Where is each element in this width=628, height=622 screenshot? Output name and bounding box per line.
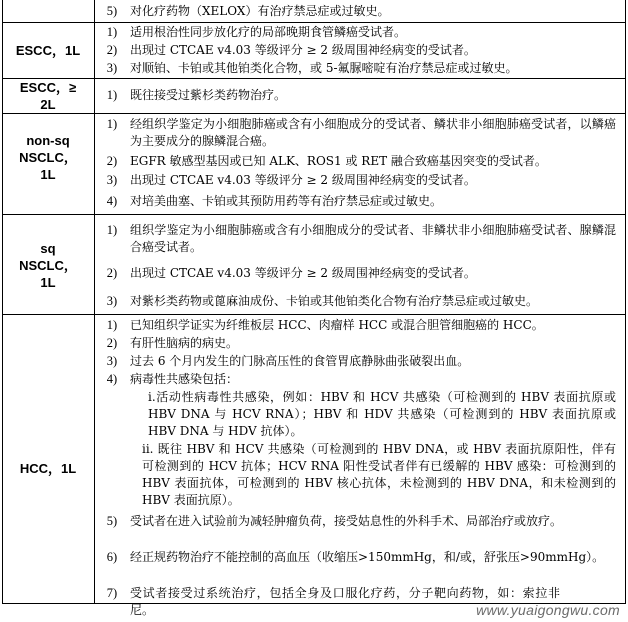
- category-label-line: non-sq: [26, 133, 70, 148]
- item-number: 1): [106, 117, 118, 131]
- item-number: 3): [106, 354, 118, 368]
- category-label-line: 1L: [40, 275, 56, 290]
- criterion-text: 受试者接受过系统治疗，包括全身及口服化疗药，分子靶向药物，如：索拉非尼。: [130, 586, 560, 617]
- category-nonsq-nsclc: [2, 132, 94, 183]
- category-label-line: ESCC，≥: [19, 80, 77, 95]
- item-number: 1): [106, 88, 118, 102]
- item-number: 2): [106, 154, 118, 168]
- criterion-text: 有肝性脑病的病史。: [130, 336, 239, 350]
- category-escc-1l: ESCC，1L: [15, 43, 81, 58]
- item-number: 6): [106, 550, 118, 564]
- item-number: 4): [106, 372, 118, 386]
- criterion-text: 组织学鉴定为小细胞肺癌或含有小细胞成分的受试者、非鳞状非小细胞肺癌受试者、腺鳞混合癌受试者。: [130, 223, 616, 254]
- item-number: 2): [106, 336, 118, 350]
- item-number: 3): [106, 294, 118, 308]
- criterion-text: 对培美曲塞、卡铂或其预防用药等有治疗禁忌症或过敏史。: [130, 194, 443, 208]
- criterion-text: 对顺铂、卡铂或其他铂类化合物，或 5-氟脲嘧啶有治疗禁忌症或过敏史。: [130, 61, 518, 75]
- item-number: 1): [106, 318, 118, 332]
- item-number: 5): [106, 4, 118, 18]
- sub-criterion-ii: ii. 既往 HBV 和 HCV 共感染（可检测到的 HBV DNA，或 HBV 表面抗原阳性，伴有可检测到的 HCV 抗体；HCV RNA 阳性受试者伴有已缓解的 HBV 感染：可检测到的 HBV 表面抗体，可检测到的 HBV 核心抗体，未检测到的 HBV DNA，和未检测到的 HBV 表面抗原）。: [142, 442, 616, 507]
- item-number: 2): [106, 43, 118, 57]
- criterion-text: 经正规药物治疗不能控制的高血压（收缩压>150mmHg，和/或，舒张压>90mmHg）。: [130, 550, 605, 564]
- item-number: 1): [106, 25, 118, 39]
- category-label-line: sq: [40, 241, 56, 256]
- category-label-line: 1L: [40, 167, 56, 182]
- category-sq-nsclc: [2, 240, 94, 291]
- row-divider: [2, 78, 626, 79]
- criterion-text: 适用根治性同步放化疗的局部晚期食管鳞癌受试者。: [130, 25, 407, 39]
- criterion-text: 既往接受过紫杉类药物治疗。: [130, 88, 287, 102]
- criterion-text: 经组织学鉴定为小细胞肺癌或含有小细胞成分的受试者、鳞状非小细胞肺癌受试者，以鳞癌为主要成分的腺鳞混合癌。: [130, 117, 616, 148]
- item-number: 2): [106, 266, 118, 280]
- item-number: 1): [106, 223, 118, 237]
- item-number: 3): [106, 173, 118, 187]
- criterion-text: 已知组织学证实为纤维板层 HCC、肉瘤样 HCC 或混合胆管细胞癌的 HCC。: [130, 318, 544, 332]
- item-number: 7): [106, 586, 118, 600]
- row-divider: [2, 22, 626, 23]
- criterion-text: 过去 6 个月内发生的门脉高压性的食管胃底静脉曲张破裂出血。: [130, 354, 470, 368]
- row-divider: [2, 113, 626, 114]
- criterion-text: 对化疗药物（XELOX）有治疗禁忌症或过敏史。: [130, 4, 390, 18]
- criterion-text: 出现过 CTCAE v4.03 等级评分 ≥ 2 级周围神经病变的受试者。: [130, 43, 476, 57]
- criterion-text: 病毒性共感染包括：: [130, 372, 239, 386]
- item-number: 3): [106, 61, 118, 75]
- category-label-line: 2L: [40, 97, 56, 112]
- criterion-text: 出现过 CTCAE v4.03 等级评分 ≥ 2 级周围神经病变的受试者。: [130, 266, 476, 280]
- category-escc-2l: [2, 79, 94, 113]
- item-number: 4): [106, 194, 118, 208]
- criterion-text: 受试者在进入试验前为减轻肿瘤负荷，接受姑息性的外科手术、局部治疗或放疗。: [130, 514, 563, 528]
- criterion-text: EGFR 敏感型基因或已知 ALK、ROS1 或 RET 融合致癌基因突变的受试者。: [130, 154, 547, 168]
- criterion-text: 出现过 CTCAE v4.03 等级评分 ≥ 2 级周围神经病变的受试者。: [130, 173, 476, 187]
- sub-criterion-i: i.活动性病毒性共感染，例如：HBV 和 HCV 共感染（可检测到的 HBV 表面抗原或 HBV DNA 与 HCV RNA）；HBV 和 HDV 共感染（可检测到的 HBV 表面抗原或 HBV DNA 与 HDV 抗体）。: [148, 390, 616, 438]
- row-divider: [2, 314, 626, 315]
- category-label-line: NSCLC，: [19, 258, 77, 273]
- category-label-line: NSCLC，: [19, 150, 77, 165]
- item-number: 5): [106, 514, 118, 528]
- watermark: www.yuaigongwu.com: [476, 602, 620, 618]
- criterion-text: 对紫杉类药物或蓖麻油成份、卡铂或其他铂类化合物有治疗禁忌症或过敏史。: [130, 294, 539, 308]
- category-hcc-1l: HCC，1L: [19, 461, 77, 476]
- row-divider: [2, 214, 626, 215]
- table-right-border: [625, 0, 626, 604]
